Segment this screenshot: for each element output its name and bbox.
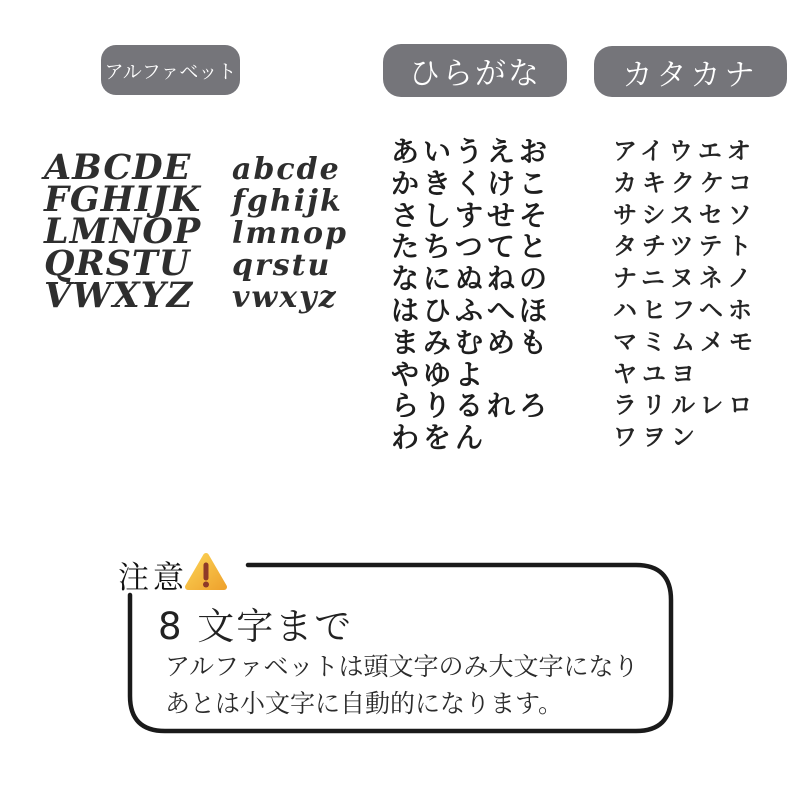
alphabet-row: LMNOP xyxy=(44,211,202,252)
badge-katakana: カタカナ xyxy=(594,46,787,97)
hiragana-row: はひふへほ xyxy=(391,293,552,327)
alphabet-row: vwxyz xyxy=(232,280,338,315)
hiragana-row: さしすせそ xyxy=(391,198,552,232)
note-description-line2: あとは小文字に自動的になります。 xyxy=(165,688,564,718)
katakana-row: ハヒフヘホ xyxy=(613,295,758,324)
alphabet-row: abcde xyxy=(232,152,341,187)
katakana-row: ワヲン xyxy=(613,423,700,452)
alphabet-row: qrstu xyxy=(232,248,332,283)
alphabet-row: lmnop xyxy=(232,216,348,251)
katakana-chart xyxy=(613,136,758,454)
note-label: 注意 xyxy=(118,560,188,596)
hiragana-row: らりるれろ xyxy=(391,389,552,423)
note-headline: 8 文字まで xyxy=(158,605,354,648)
alphabet-row: fghijk xyxy=(232,184,343,219)
katakana-row: タチツテト xyxy=(613,232,757,261)
alphabet-row: ABCDE xyxy=(44,147,192,188)
hiragana-row: たちつてと xyxy=(391,230,551,264)
alphabet-lowercase-chart xyxy=(232,154,348,314)
katakana-row: カキクケコ xyxy=(613,168,758,197)
katakana-row: ヤユヨ xyxy=(613,359,700,388)
alphabet-uppercase-chart xyxy=(44,147,202,316)
katakana-row: ナニヌネノ xyxy=(613,264,757,293)
hiragana-row: かきくけこ xyxy=(391,166,552,200)
hiragana-chart xyxy=(391,136,551,454)
alphabet-row: VWXYZ xyxy=(44,275,194,316)
hiragana-row: わをん xyxy=(391,421,488,455)
badge-alphabet: アルファベット xyxy=(101,45,240,95)
katakana-row: マミムメモ xyxy=(613,327,758,356)
alphabet-row: QRSTU xyxy=(44,243,191,284)
hiragana-row: まみむめも xyxy=(391,325,552,359)
katakana-row: サシスセソ xyxy=(613,200,757,229)
badge-hiragana: ひらがな xyxy=(383,44,567,97)
note-description xyxy=(165,649,639,722)
note-description-line1: アルファベットは頭文字のみ大文字になり xyxy=(165,652,639,681)
hiragana-row: あいうえお xyxy=(391,135,552,168)
hiragana-row: やゆよ xyxy=(391,357,488,391)
katakana-row: アイウエオ xyxy=(613,137,756,165)
hiragana-row: なにぬねの xyxy=(391,262,552,296)
katakana-row: ラリルレロ xyxy=(613,391,758,420)
alphabet-row: FGHIJK xyxy=(44,179,202,220)
